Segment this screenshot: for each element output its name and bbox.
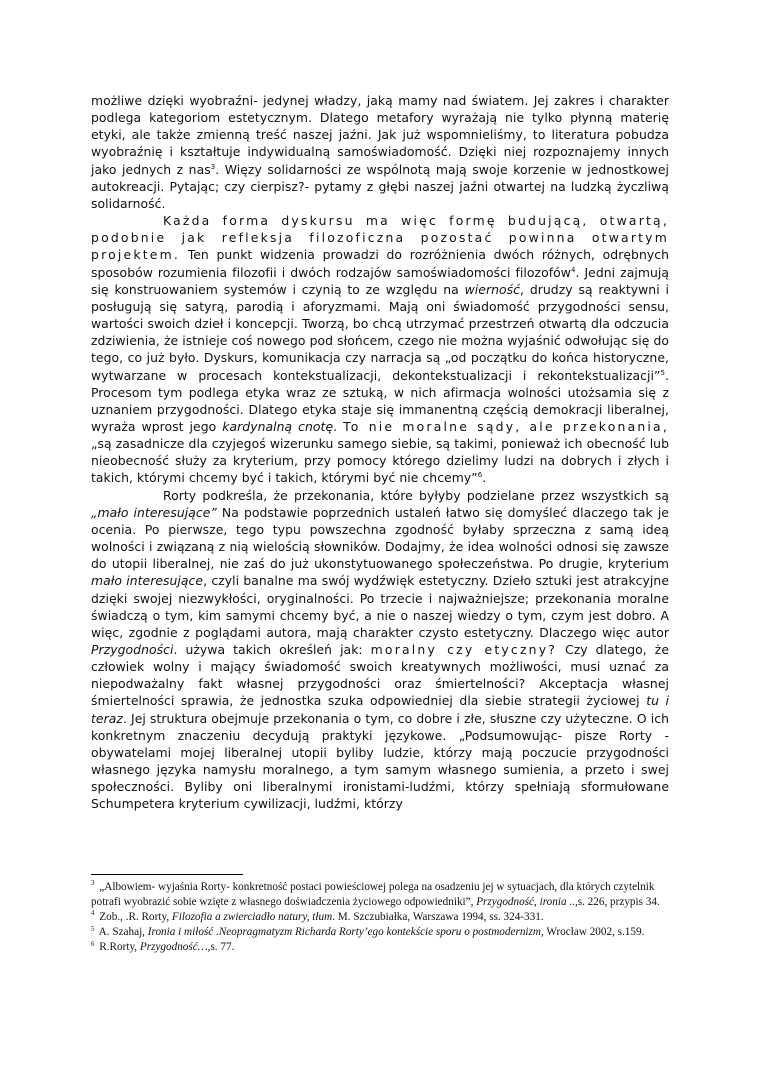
footnote-title: Przygodność, ironia .. bbox=[476, 896, 575, 909]
text-run: „są zasadnicze dla czyjegoś wizerunku samego siebie, są takimi, ponieważ ich obecność lub nieobecność służy za kryterium, przy pomocy którego dzielimy ludzi na dobrych i złych i takich, którymi chcemy być i takich, którymi być nie chcemy” bbox=[91, 436, 669, 486]
footnote-6 bbox=[91, 940, 671, 955]
italic-text: kardynalną cnotę bbox=[222, 418, 334, 434]
text-run: . używa takich określeń jak: bbox=[173, 642, 371, 657]
italic-text: Przygodności bbox=[91, 642, 174, 657]
footnote-text: R.Rorty, bbox=[96, 941, 140, 954]
footnote-4 bbox=[91, 910, 671, 925]
footnotes bbox=[91, 880, 671, 955]
text-run: . Jej struktura obejmuje przekonania o tym, co dobre i złe, słuszne czy użyteczne. O ich konkretnym znaczeniu decydują praktyki językowe. „Podsumowując- pisze Rorty -obywatelami mojej liberalnej utopii byliby ludzie, którzy mają poczucie przygodności własnego języka namysłu moralnego, a tym samym własnego sumienia, a przeto i swej społeczności. Byliby oni liberalnymi ironistami-ludźmi, którzy spełniają sformułowane Schumpetera kryterium cywilizacji, ludźmi, którzy bbox=[91, 710, 669, 812]
spaced-text-run: To nie moralne sądy, ale przekonania, bbox=[343, 418, 669, 434]
footnote-text: , Wrocław 2002, s.159. bbox=[540, 926, 645, 939]
text-run: Na podstawie poprzednich ustaleń łatwo się domyśleć dlaczego tak je ocenia. Po pierwsze, tego typu powszechna zgodność byłaby sprzeczna z samą ideą wolności i związaną z nią wielością słowników. Dodajmy, że idea wolności odnosi się zawsze do utopii liberalnej, nie zaś do już ukonstytuowanego społeczeństwa. Po drugie, kryterium bbox=[91, 504, 669, 572]
footnote-title: Ironia i miłość .Neopragmatyzm Richarda Rorty’ego kontekście sporu o postmodernizm bbox=[147, 926, 541, 939]
footnote-text: ,s. 77. bbox=[207, 941, 235, 954]
footnote-5 bbox=[91, 925, 671, 940]
footnote-text: . M. Szczubiałka, Warszawa 1994, ss. 324-331. bbox=[332, 911, 544, 924]
footnote-ref-4[interactable]: 4 bbox=[570, 265, 576, 274]
footnote-ref-5[interactable]: 5 bbox=[660, 368, 665, 377]
footnote-text: Zob., .R. Rorty, bbox=[96, 911, 172, 924]
italic-text: wierność bbox=[464, 281, 521, 297]
spaced-text-run: Każda forma dyskursu ma więc formę budującą, otwartą, podobnie jak refleksja filozoficzna pozostać powinna otwartym projektem. bbox=[91, 213, 669, 263]
spaced-text-run: moralny czy etyczny? bbox=[370, 642, 558, 657]
footnote-ref-3[interactable]: 3 bbox=[210, 162, 216, 171]
footnote-title: Filozofia a zwierciadło natury, tłum bbox=[171, 911, 333, 924]
footnote-number: 4 bbox=[91, 909, 95, 918]
italic-text: tu i teraz bbox=[91, 693, 669, 726]
footnote-text: „Albowiem- wyjaśnia Rorty- konkretność postaci powieściowej polega na osadzeniu jej w sytuacjach, dla których czytelnik potrafi wyobrazić sobie wzięte z własnego doświadczenia życiowego odpowiedniki”, bbox=[91, 881, 655, 909]
main-text bbox=[91, 92, 669, 813]
text-run: Rorty podkreśla, że przekonania, które byłyby podzielane przez wszystkich są bbox=[163, 487, 669, 503]
footnote-number: 6 bbox=[91, 939, 95, 948]
text-run: . bbox=[482, 470, 487, 486]
paragraph-2 bbox=[91, 212, 669, 487]
footnote-number: 3 bbox=[91, 879, 95, 888]
page-body bbox=[91, 92, 669, 813]
text-run: . Jedni zajmują się konstruowaniem systemów i czynią to ze względu na bbox=[91, 264, 669, 297]
footnote-title: Przygodność… bbox=[139, 941, 208, 954]
text-run: Czy dlatego, że człowiek wolny i mający świadomość swoich kreatywnych możliwości, musi uznać za niepodważalny fakt własnej przygodności oraz śmiertelności? Akceptacja własnej śmiertelności sprawia, że jednostka szuka odpowiedniej dla siebie strategii życiowej bbox=[91, 642, 669, 709]
italic-text: „mało interesujące” bbox=[91, 504, 217, 520]
text-run: . Procesom tym podlega etyka wraz ze sztuką, w nich afirmacja wolności utożsamia się z uznaniem przygodności. Dlatego etyka staje się immanentną częścią demokracji liberalnej, wyraża wprost jego bbox=[91, 367, 669, 434]
paragraph-3 bbox=[91, 487, 669, 813]
footnote-text: A. Szahaj, bbox=[96, 926, 148, 939]
paragraph-1 bbox=[91, 92, 669, 212]
text-run: , czyli banalne ma swój wydźwięk estetyczny. Dzieło sztuki jest atrakcyjne dzięki swojej niezwykłości, oryginalności. Po trzecie i najważniejsze; przekonania moralne świadczą o tym, kim samymi chcemy być, a nie o naszej wiedzy o tym, czym jest dobro. A więc, zgodnie z poglądami autora, mają charakter czysto estetyczny. Dlaczego więc autor bbox=[91, 573, 669, 640]
footnote-separator bbox=[91, 874, 243, 875]
italic-text: mało interesujące bbox=[91, 573, 204, 589]
text-run: , drudzy są reaktywni i posługują się satyrą, parodią i aforyzmami. Mają oni świadomość przygodności sensu, wartości swoich dzieł i koncepcji. Tworzą, bo chcą utrzymać przestrzeń otwartą dla odczucia zdziwienia, że istnieje coś nowego pod słońcem, czego nie można wyjaśnić odwołując się do tego, co już było. Dyskurs, komunikacja czy narracja są „od początku do końca historyczne, wytwarzane w procesach kontekstualizacji, dekontekstualizacji i rekontekstualizacji” bbox=[91, 281, 669, 383]
footnote-text: ,s. 226, przypis 34. bbox=[574, 896, 660, 909]
footnote-ref-6[interactable]: 6 bbox=[477, 471, 483, 480]
text-run: . bbox=[333, 418, 344, 434]
footnote-3 bbox=[91, 880, 671, 910]
text-run: Ten punkt widzenia prowadzi do rozróżnienia dwóch różnych, odrębnych sposobów rozumienia filozofii i dwóch rodzajów samoświadomości filozofów bbox=[91, 247, 669, 280]
text-run: możliwe dzięki wyobraźni- jedynej władzy, jaką mamy nad światem. Jej zakres i charakter podlega kategoriom estetycznym. Dlatego metafory wyrażają nie tylko płynną materię etyki, ale także zmienną treść naszej jaźni. Jak już wspomnieliśmy, to literatura pobudza wyobraźnię i kształtuje indywidualną samoświadomość. Dzięki niej rozpoznajemy innych jako jednych z nas bbox=[91, 93, 669, 177]
text-run: . Więzy solidarności ze wspólnotą mają swoje korzenie w jednostkowej autokreacji. Pytając; czy cierpisz?- pytamy z głębi naszej jaźni otwartej na ludzką życzliwą solidarność. bbox=[91, 161, 669, 211]
footnote-number: 5 bbox=[91, 924, 95, 933]
